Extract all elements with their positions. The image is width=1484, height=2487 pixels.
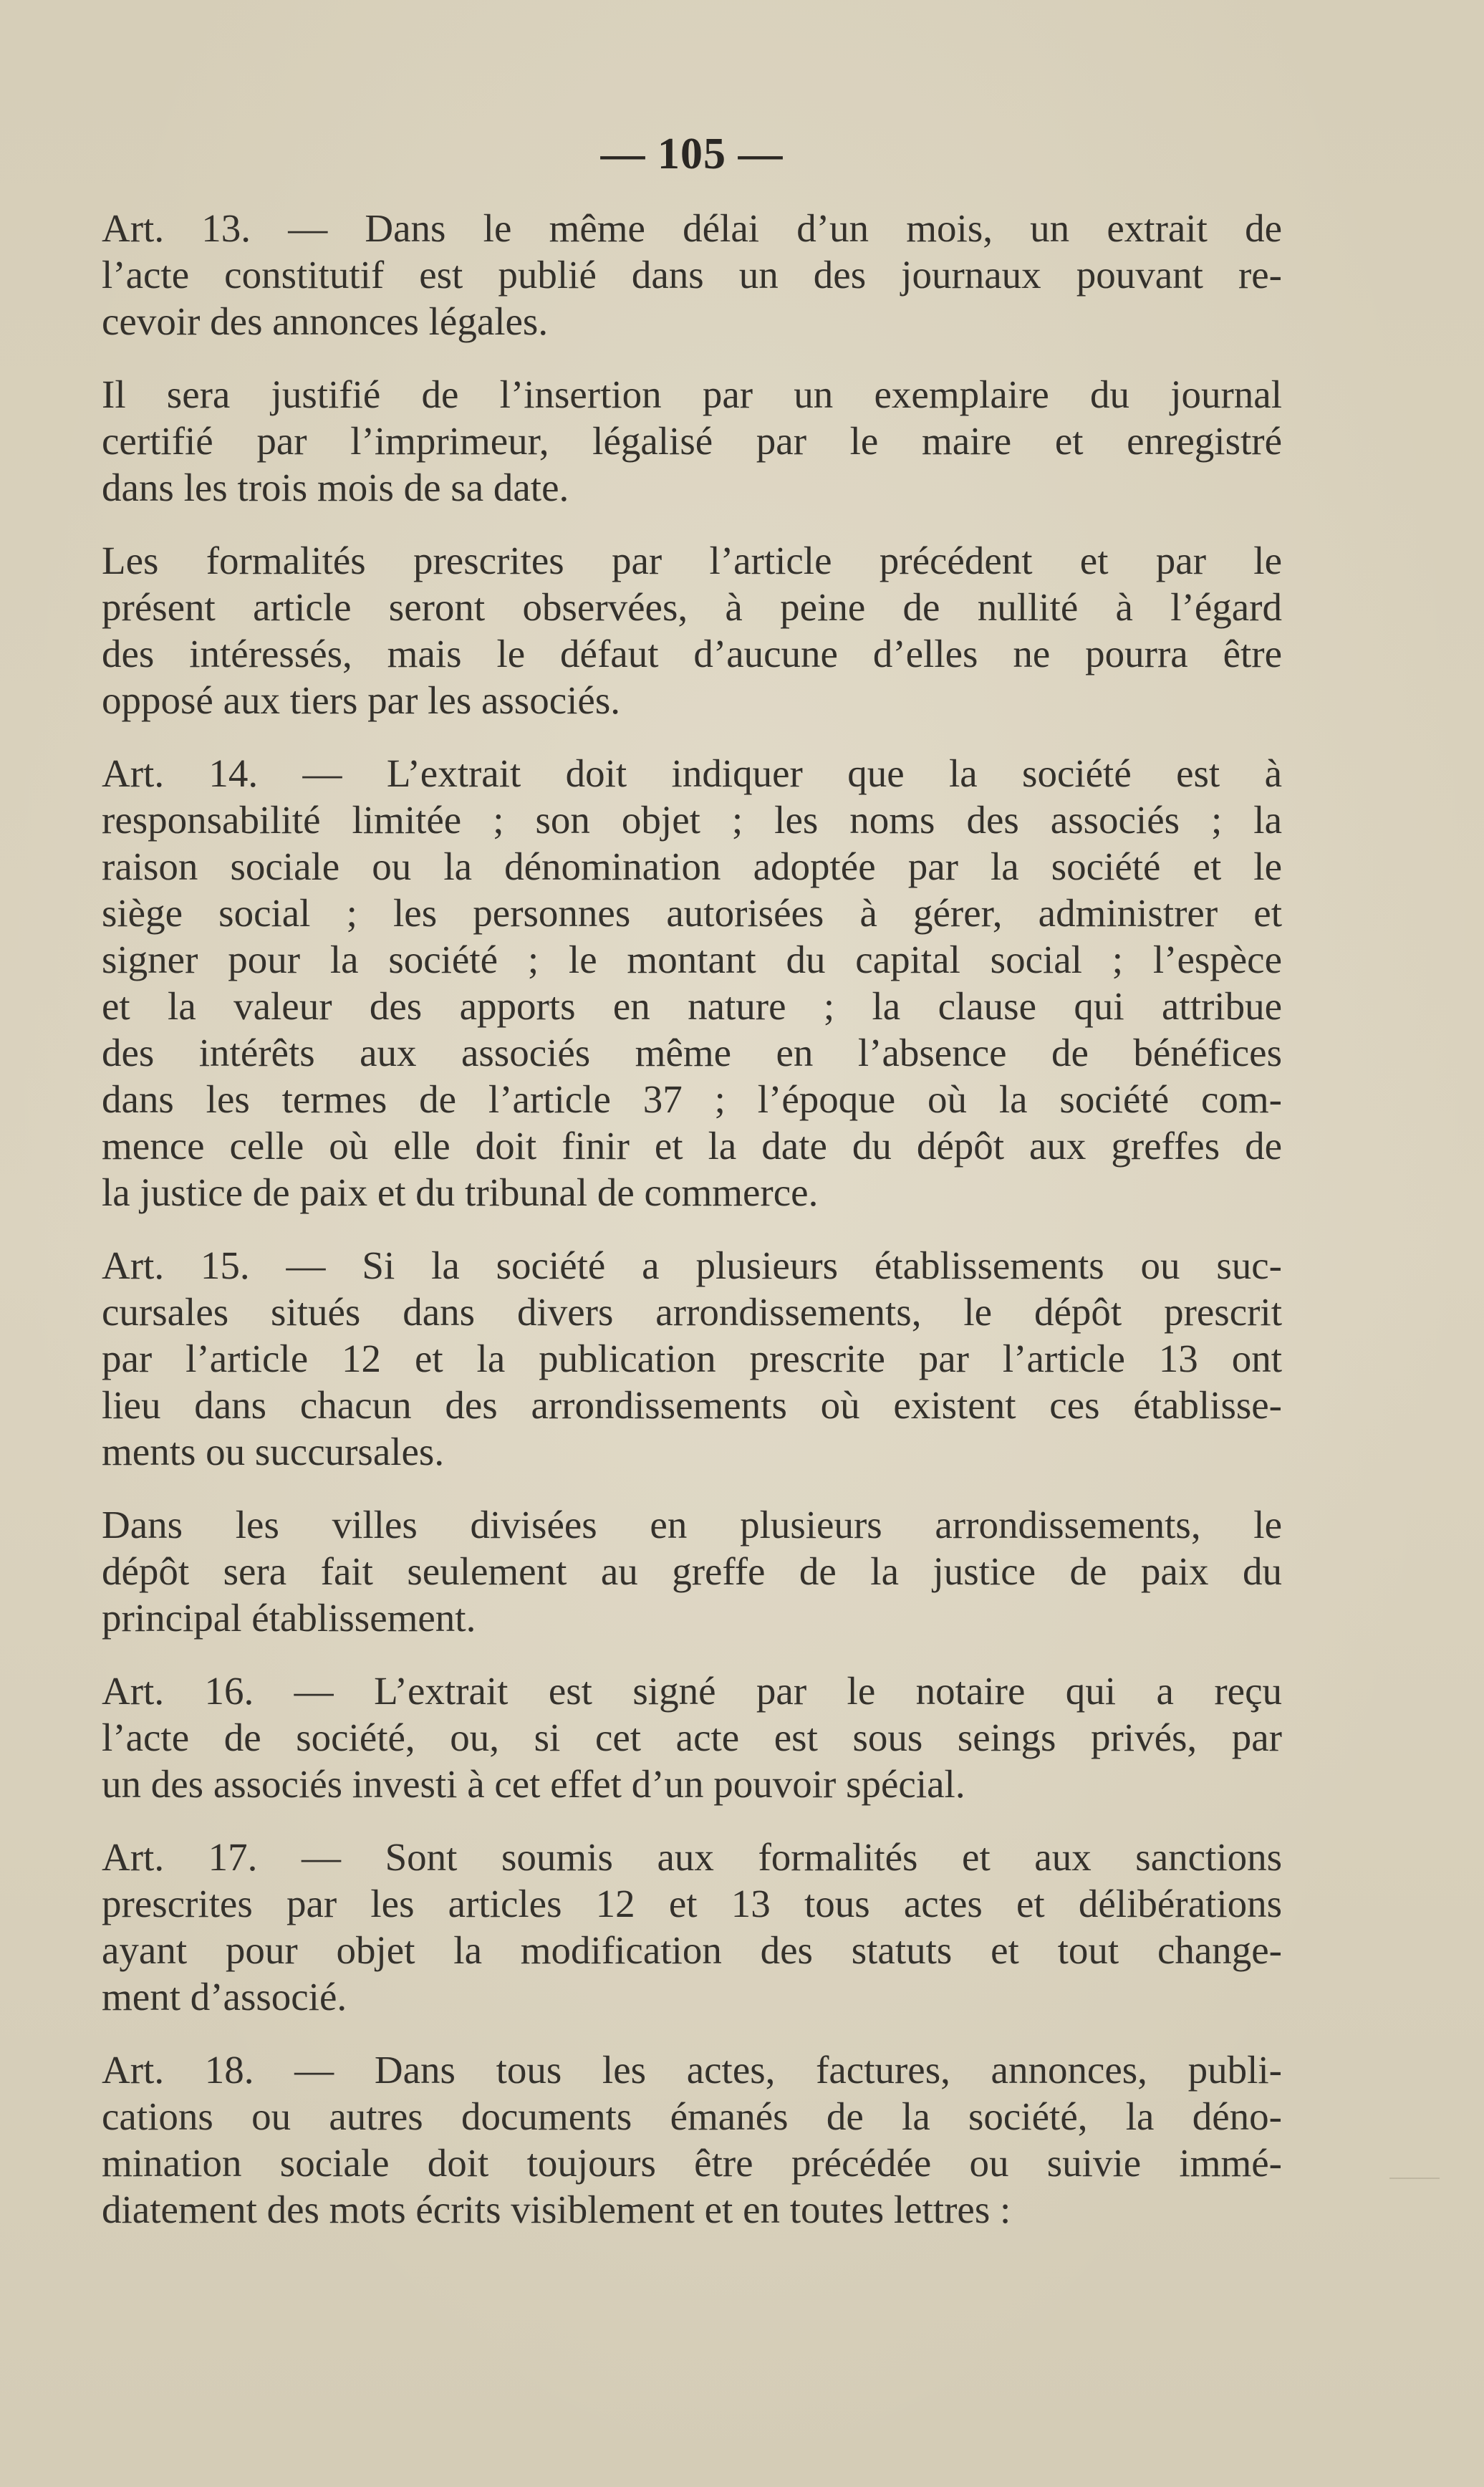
- text-line: responsabilité limitée ; son objet ; les noms des associés ; la: [102, 798, 1282, 842]
- text-line: cations ou autres documents émanés de la société, la déno-: [102, 2094, 1282, 2138]
- paragraph: [102, 205, 1282, 345]
- text-line: Art. 14. — L’extrait doit indiquer que la société est à: [102, 751, 1282, 795]
- text-line: certifié par l’imprimeur, légalisé par le maire et enregistré: [102, 419, 1282, 463]
- text-line: par l’article 12 et la publication prescrite par l’article 13 ont: [102, 1337, 1282, 1380]
- text-line: Art. 17. — Sont soumis aux formalités et aux sanctions: [102, 1835, 1282, 1879]
- text-line: Art. 16. — L’extrait est signé par le notaire qui a reçu: [102, 1669, 1282, 1713]
- paragraph: [102, 1242, 1282, 1475]
- paragraph: [102, 537, 1282, 723]
- text-line: Il sera justifié de l’insertion par un exemplaire du journal: [102, 372, 1282, 416]
- text-line: Art. 13. — Dans le même délai d’un mois, un extrait de: [102, 206, 1282, 250]
- text-line: mence celle où elle doit finir et la date du dépôt aux greffes de: [102, 1124, 1282, 1168]
- text-line: opposé aux tiers par les associés.: [102, 678, 620, 722]
- paragraph: [102, 371, 1282, 511]
- text-line: ment d’associé.: [102, 1975, 347, 2019]
- text-line: dépôt sera fait seulement au greffe de la justice de paix du: [102, 1549, 1282, 1593]
- text-line: Art. 18. — Dans tous les actes, factures, annonces, publi-: [102, 2048, 1282, 2092]
- text-line: des intéressés, mais le défaut d’aucune d’elles ne pourra être: [102, 632, 1282, 675]
- page-number: — 105 —: [600, 130, 784, 178]
- text-line: un des associés investi à cet effet d’un pouvoir spécial.: [102, 1762, 965, 1806]
- text-line: Les formalités prescrites par l’article précédent et par le: [102, 539, 1282, 582]
- text-line: cursales situés dans divers arrondissements, le dépôt prescrit: [102, 1290, 1282, 1334]
- text-line: dans les trois mois de sa date.: [102, 466, 569, 509]
- text-line: ayant pour objet la modification des statuts et tout change-: [102, 1928, 1282, 1972]
- body-text: [102, 205, 1282, 2233]
- text-line: Dans les villes divisées en plusieurs arrondissements, le: [102, 1503, 1282, 1546]
- text-line: la justice de paix et du tribunal de commerce.: [102, 1170, 819, 1214]
- paragraph: [102, 1668, 1282, 1807]
- text-line: lieu dans chacun des arrondissements où existent ces établisse-: [102, 1383, 1282, 1427]
- text-line: des intérêts aux associés même en l’absence de bénéfices: [102, 1031, 1282, 1074]
- text-line: Art. 15. — Si la société a plusieurs établissements ou suc-: [102, 1244, 1282, 1287]
- text-line: cevoir des annonces légales.: [102, 299, 549, 343]
- text-line: l’acte de société, ou, si cet acte est sous seings privés, par: [102, 1716, 1282, 1759]
- paragraph: [102, 1501, 1282, 1641]
- text-line: dans les termes de l’article 37 ; l’époque où la société com-: [102, 1077, 1282, 1121]
- text-line: prescrites par les articles 12 et 13 tous actes et délibérations: [102, 1882, 1282, 1925]
- paragraph: [102, 1834, 1282, 2020]
- paper-mark: [1389, 2178, 1440, 2179]
- text-line: diatement des mots écrits visiblement et en toutes lettres :: [102, 2188, 1011, 2231]
- text-line: raison sociale ou la dénomination adoptée par la société et le: [102, 845, 1282, 888]
- text-line: ments ou succursales.: [102, 1430, 445, 1473]
- text-line: principal établissement.: [102, 1596, 476, 1640]
- document-page: [102, 129, 1282, 2259]
- text-line: siège social ; les personnes autorisées à gérer, administrer et: [102, 891, 1282, 935]
- text-line: et la valeur des apports en nature ; la clause qui attribue: [102, 984, 1282, 1028]
- text-line: signer pour la société ; le montant du capital social ; l’espèce: [102, 938, 1282, 981]
- paragraph: [102, 2046, 1282, 2233]
- text-line: mination sociale doit toujours être précédée ou suivie immé-: [102, 2141, 1282, 2185]
- paragraph: [102, 750, 1282, 1216]
- text-line: présent article seront observées, à peine de nullité à l’égard: [102, 585, 1282, 629]
- text-line: l’acte constitutif est publié dans un des journaux pouvant re-: [102, 253, 1282, 297]
